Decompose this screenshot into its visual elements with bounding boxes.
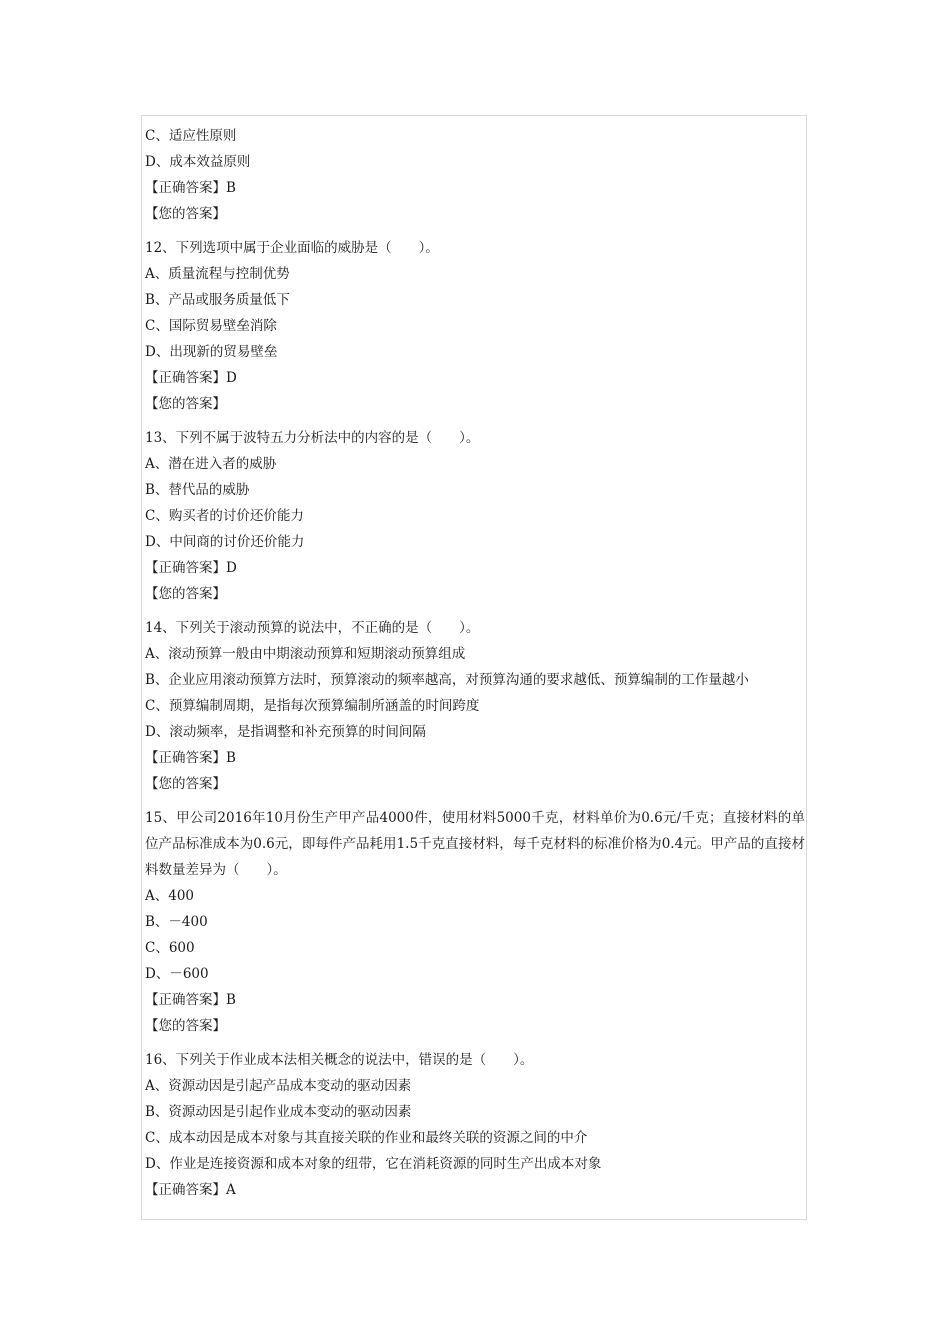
question-list [145, 123, 805, 1203]
correct-answer [145, 745, 805, 771]
option-b: B、企业应用滚动预算方法时，预算滚动的频率越高，对预算沟通的要求越低、预算编制的工作量越小 [145, 672, 749, 688]
question-stem: 14、下列关于滚动预算的说法中，不正确的是（ ）。 [145, 620, 480, 636]
document-page [141, 115, 807, 1220]
correct-answer-label: 【正确答案】 [145, 1182, 226, 1198]
option-c: C、购买者的讨价还价能力 [145, 508, 304, 524]
question-11-tail [145, 123, 805, 227]
your-answer: 【您的答案】 [145, 206, 226, 222]
question-16 [145, 1047, 805, 1203]
correct-answer-label: 【正确答案】 [145, 370, 226, 386]
correct-answer-label: 【正确答案】 [145, 560, 226, 576]
option-d: D、成本效益原则 [145, 154, 251, 170]
correct-answer-value: B [226, 750, 236, 766]
option-c: C、适应性原则 [145, 128, 237, 144]
correct-answer-label: 【正确答案】 [145, 750, 226, 766]
question-12 [145, 235, 805, 417]
correct-answer [145, 987, 805, 1013]
correct-answer-value: A [226, 1182, 236, 1198]
correct-answer-label: 【正确答案】 [145, 180, 226, 196]
correct-answer-value: D [226, 370, 237, 386]
option-c: C、国际贸易壁垒消除 [145, 318, 277, 334]
correct-answer-value: B [226, 992, 236, 1008]
option-c: C、预算编制周期，是指每次预算编制所涵盖的时间跨度 [145, 698, 480, 714]
correct-answer [145, 365, 805, 391]
question-stem: 16、下列关于作业成本法相关概念的说法中，错误的是（ ）。 [145, 1052, 534, 1068]
option-b: B、资源动因是引起作业成本变动的驱动因素 [145, 1104, 412, 1120]
option-d: D、－600 [145, 966, 209, 982]
option-c: C、成本动因是成本对象与其直接关联的作业和最终关联的资源之间的中介 [145, 1130, 588, 1146]
your-answer: 【您的答案】 [145, 396, 226, 412]
option-d: D、作业是连接资源和成本对象的纽带，它在消耗资源的同时生产出成本对象 [145, 1156, 602, 1172]
question-stem: 15、甲公司2016年10月份生产甲产品4000件，使用材料5000千克，材料单价为0.6元/千克；直接材料的单位产品标准成本为0.6元，即每件产品耗用1.5千克直接材料，每千克材料的标准价格为0.4元。甲产品的直接材料数量差异为（ ）。 [145, 810, 805, 878]
option-a: A、资源动因是引起产品成本变动的驱动因素 [145, 1078, 412, 1094]
option-d: D、中间商的讨价还价能力 [145, 534, 305, 550]
question-13 [145, 425, 805, 607]
question-stem: 12、下列选项中属于企业面临的威胁是（ ）。 [145, 240, 439, 256]
option-b: B、－400 [145, 914, 208, 930]
correct-answer-label: 【正确答案】 [145, 992, 226, 1008]
option-a: A、质量流程与控制优势 [145, 266, 290, 282]
option-d: D、出现新的贸易壁垒 [145, 344, 278, 360]
option-c: C、600 [145, 940, 195, 956]
option-b: B、替代品的威胁 [145, 482, 250, 498]
option-a: A、潜在进入者的威胁 [145, 456, 277, 472]
option-a: A、滚动预算一般由中期滚动预算和短期滚动预算组成 [145, 646, 466, 662]
your-answer: 【您的答案】 [145, 776, 226, 792]
option-a: A、400 [145, 888, 195, 904]
option-d: D、滚动频率，是指调整和补充预算的时间间隔 [145, 724, 426, 740]
correct-answer-value: D [226, 560, 237, 576]
question-14 [145, 615, 805, 797]
correct-answer [145, 555, 805, 581]
correct-answer-value: B [226, 180, 236, 196]
option-b: B、产品或服务质量低下 [145, 292, 290, 308]
question-stem: 13、下列不属于波特五力分析法中的内容的是（ ）。 [145, 430, 480, 446]
question-15 [145, 805, 805, 1039]
your-answer: 【您的答案】 [145, 586, 226, 602]
your-answer: 【您的答案】 [145, 1018, 226, 1034]
correct-answer [145, 175, 805, 201]
correct-answer [145, 1177, 805, 1203]
